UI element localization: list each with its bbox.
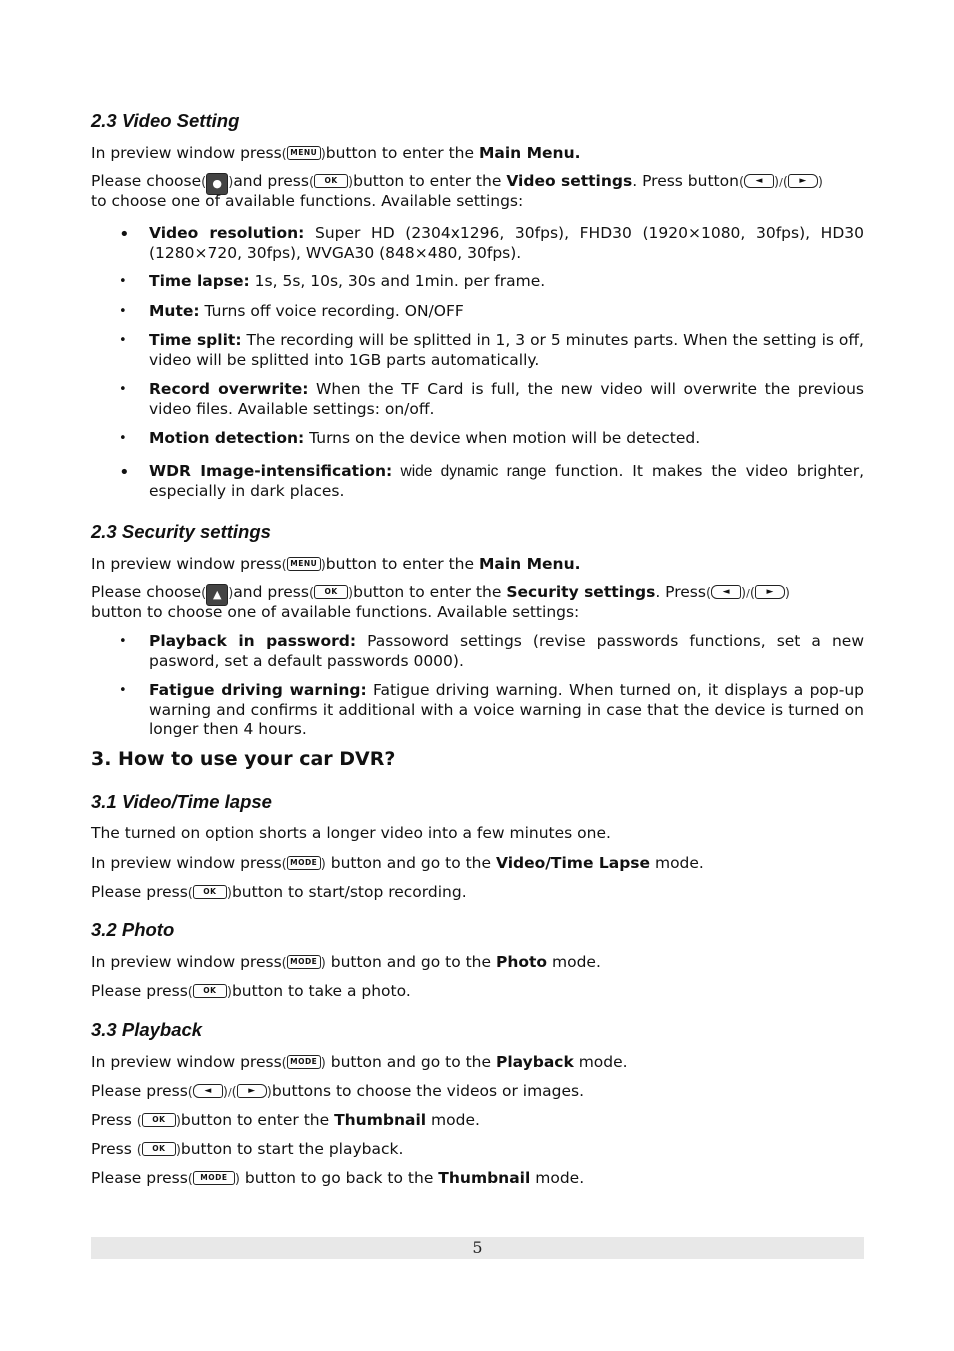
paragraph: In preview window press( MENU )button to enter the Main Menu. xyxy=(91,144,581,162)
bullet-icon: • xyxy=(119,462,130,483)
paragraph: to choose one of available functions. Available settings: xyxy=(91,192,524,210)
mode-key-icon: ( MODE ) xyxy=(281,956,326,971)
list-item: Fatigue driving warning: Fatigue driving warning. When turned on, it displays a pop-up warning and confirms it additional with a voice warning in case that the device is turned on longer then 4 hours. xyxy=(149,681,864,738)
left-right-keys-icon: ( ◄ )/( ► ) xyxy=(738,175,823,190)
list-item: Video resolution: Super HD (2304x1296, 30fps), FHD30 (1920×1080, 30fps), HD30 (1280×720, 30fps), WVGA30 (848×480, 30fps). xyxy=(149,224,864,262)
paragraph: In preview window press( MENU )button to enter the Main Menu. xyxy=(91,555,581,573)
paragraph: In preview window press( MODE ) button and go to the Photo mode. xyxy=(91,953,601,971)
chapter-heading-how-to-use: 3. How to use your car DVR? xyxy=(91,748,396,770)
menu-key-icon: ( MENU ) xyxy=(281,147,326,162)
bullet-icon: • xyxy=(119,333,127,348)
mode-key-icon: ( MODE ) xyxy=(187,1172,240,1187)
paragraph: The turned on option shorts a longer video into a few minutes one. xyxy=(91,824,611,842)
paragraph: Please press( OK )button to take a photo. xyxy=(91,982,411,1000)
paragraph: Please choose( ● )and press( OK )button to enter the Video settings. Press button( ◄ )/( ► ) xyxy=(91,171,864,191)
bullet-icon: • xyxy=(119,431,127,446)
video-settings-icon: ● xyxy=(206,173,228,195)
security-settings-icon: ▲ xyxy=(206,584,228,606)
page-footer xyxy=(91,1237,864,1259)
mode-key-icon: ( MODE ) xyxy=(281,1056,326,1071)
bullet-icon: • xyxy=(119,304,127,319)
paragraph: Please choose( ▲ )and press( OK )button to enter the Security settings. Press( ◄ )/( ► ) xyxy=(91,582,864,602)
paragraph: Press ( OK )button to start the playback. xyxy=(91,1140,404,1158)
bullet-icon: • xyxy=(119,224,130,245)
page-number: 5 xyxy=(472,1238,483,1257)
list-item: Record overwrite: When the TF Card is full, the new video will overwrite the previous video files. Available settings: on/off. xyxy=(149,380,864,418)
section-heading-playback: 3.3 Playback xyxy=(91,1019,203,1040)
left-right-keys-icon: ( ◄ )/( ► ) xyxy=(187,1085,272,1100)
ok-key-icon: ( OK ) xyxy=(308,586,354,601)
left-right-keys-icon: ( ◄ )/( ► ) xyxy=(705,586,790,601)
section-heading-security-settings: 2.3 Security settings xyxy=(91,521,271,542)
bullet-icon: • xyxy=(119,382,127,397)
paragraph: Press ( OK )button to enter the Thumbnail mode. xyxy=(91,1111,480,1129)
paragraph: Please press( ◄ )/( ► )buttons to choose the videos or images. xyxy=(91,1082,585,1100)
paragraph: In preview window press( MODE ) button and go to the Video/Time Lapse mode. xyxy=(91,854,704,872)
list-item: Mute: Turns off voice recording. ON/OFF xyxy=(149,302,464,320)
bullet-icon: • xyxy=(119,683,127,698)
list-item: WDR Image-intensification: wide dynamic range function. It makes the video brighter, especially in dark places. xyxy=(149,462,864,500)
paragraph: Please press( OK )button to start/stop recording. xyxy=(91,883,467,901)
ok-key-icon: ( OK ) xyxy=(136,1143,181,1158)
ok-key-icon: ( OK ) xyxy=(308,175,354,190)
list-item: Time lapse: 1s, 5s, 10s, 30s and 1min. per frame. xyxy=(149,272,546,290)
ok-key-icon: ( OK ) xyxy=(136,1114,181,1129)
list-item: Time split: The recording will be splitted in 1, 3 or 5 minutes parts. When the setting is off, video will be splitted into 1GB parts automatically. xyxy=(149,331,864,369)
ok-key-icon: ( OK ) xyxy=(187,985,232,1000)
mode-key-icon: ( MODE ) xyxy=(281,857,326,872)
paragraph: Please press( MODE ) button to go back to the Thumbnail mode. xyxy=(91,1169,585,1187)
paragraph: button to choose one of available functions. Available settings: xyxy=(91,603,580,621)
section-heading-photo: 3.2 Photo xyxy=(91,919,175,940)
menu-key-icon: ( MENU ) xyxy=(281,558,326,573)
bullet-icon: • xyxy=(119,274,127,289)
section-heading-video-setting: 2.3 Video Setting xyxy=(91,110,240,131)
ok-key-icon: ( OK ) xyxy=(187,886,232,901)
paragraph: In preview window press( MODE ) button and go to the Playback mode. xyxy=(91,1053,628,1071)
list-item: Motion detection: Turns on the device when motion will be detected. xyxy=(149,429,701,447)
list-item: Playback in password: Passoword settings (revise passwords functions, set a new pasword, set a default passwords 0000). xyxy=(149,632,864,670)
section-heading-video-time-lapse: 3.1 Video/Time lapse xyxy=(91,791,272,812)
bullet-icon: • xyxy=(119,634,127,649)
